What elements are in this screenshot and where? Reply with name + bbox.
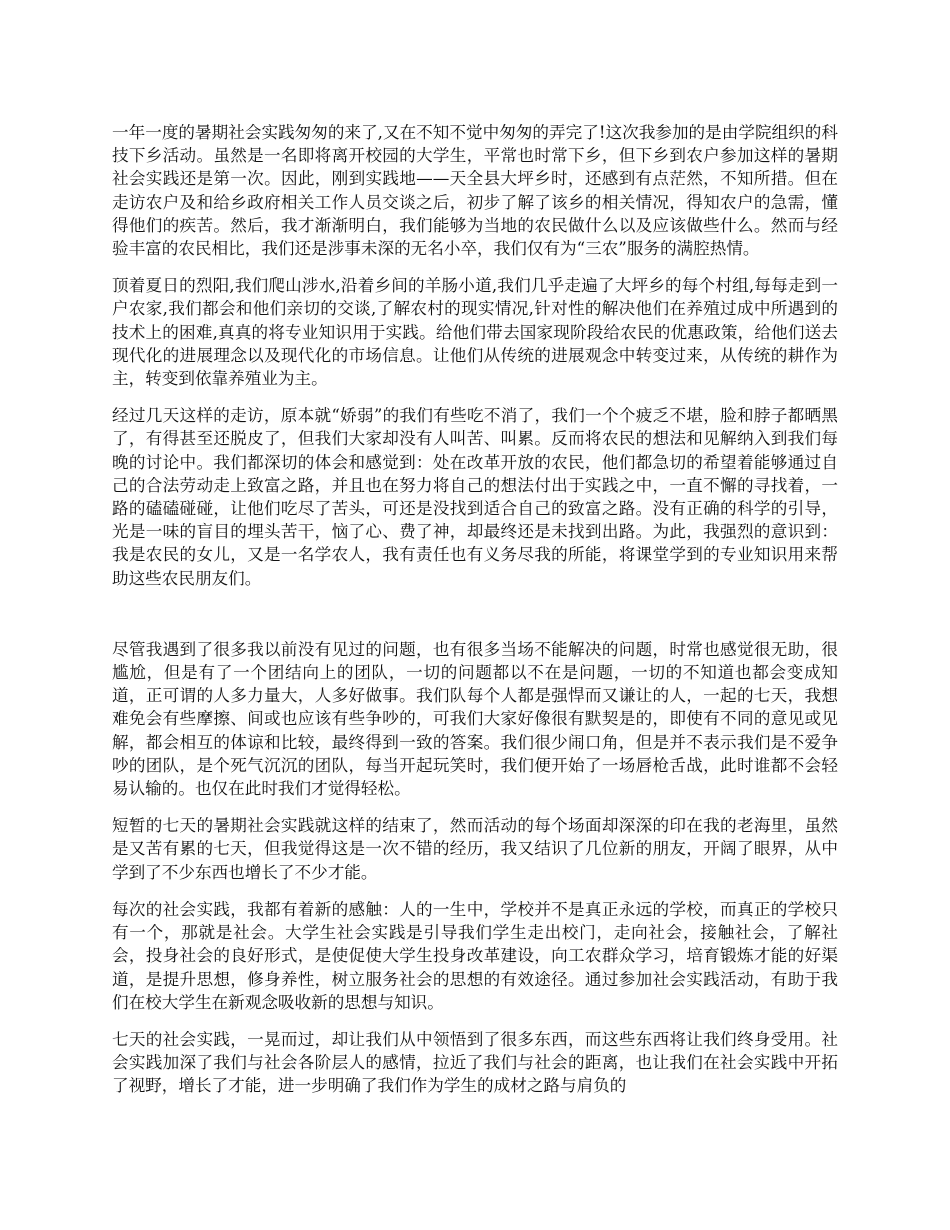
paragraph-6: 每次的社会实践，我都有着新的感触：人的一生中，学校并不是真正永远的学校，而真正的学校只有一个，那就是社会。大学生社会实践是引导我们学生走出校门，走向社会，接触社会，了解社会，投身社会的良好形式，是使促使大学生投身改革建设，向工农群众学习，培育锻炼才能的好渠道，是提升思想，修身养性，树立服务社会的思想的有效途径。通过参加社会实践活动，有助于我们在校大学生在新观念吸收新的思想与知识。 <box>112 899 838 1012</box>
paragraph-4: 尽管我遇到了很多我以前没有见过的问题，也有很多当场不能解决的问题，时常也感觉很无助，很尴尬，但是有了一个团结向上的团队，一切的问题都以不在是问题，一切的不知道也都会变成知道，正可谓的人多力量大，人多好做事。我们队每个人都是强悍而又谦让的人，一起的七天，我想难免会有些摩擦、间或也应该有些争吵的，可我们大家好像很有默契是的，即使有不同的意见或见解，都会相互的体谅和比较，最终得到一致的答案。我们很少闹口角，但是并不表示我们是不爱争吵的团队，是个死气沉沉的团队，每当开起玩笑时，我们便开始了一场唇枪舌战，此时谁都不会轻易认输的。也仅在此时我们才觉得轻松。 <box>112 639 838 799</box>
paragraph-3: 经过几天这样的走访，原本就“娇弱”的我们有些吃不消了，我们一个个疲乏不堪，脸和脖子都晒黑了，有得甚至还脱皮了，但我们大家却没有人叫苦、叫累。反而将农民的想法和见解纳入到我们每晚的讨论中。我们都深切的体会和感觉到：处在改革开放的农民，他们都急切的希望着能够通过自己的合法劳动走上致富之路，并且也在努力将自己的想法付出于实践之中，一直不懈的寻找着，一路的磕磕碰碰，让他们吃尽了苦头，可还是没找到适合自己的致富之路。没有正确的科学的引导，光是一味的盲目的埋头苦干，恼了心、费了神，却最终还是未找到出路。为此，我强烈的意识到：我是农民的女儿，又是一名学农人，我有责任也有义务尽我的所能，将课堂学到的专业知识用来帮助这些农民朋友们。 <box>112 406 838 588</box>
paragraph-5: 短暂的七天的暑期社会实践就这样的结束了，然而活动的每个场面却深深的印在我的老海里，虽然是又苦有累的七天，但我觉得这是一次不错的经历，我又结识了几位新的朋友，开阔了眼界，从中学到了不少东西也增长了不少才能。 <box>112 816 838 882</box>
paragraph-7: 七天的社会实践，一晃而过，却让我们从中领悟到了很多东西，而这些东西将让我们终身受用。社会实践加深了我们与社会各阶层人的感情，拉近了我们与社会的距离，也让我们在社会实践中开拓了视野，增长了才能，进一步明确了我们作为学生的成材之路与肩负的 <box>112 1029 838 1096</box>
paragraph-2: 顶着夏日的烈阳,我们爬山涉水,沿着乡间的羊肠小道,我们几乎走遍了大坪乡的每个村组,每每走到一户农家,我们都会和他们亲切的交谈,了解农村的现实情况,针对性的解决他们在养殖过成中所遇到的技术上的困难,真真的将专业知识用于实践。给他们带去国家现阶段给农民的优惠政策，给他们送去现代化的进展理念以及现代化的市场信息。让他们从传统的进展观念中转变过来，从传统的耕作为主，转变到依靠养殖业为主。 <box>112 276 838 389</box>
paragraph-1: 一年一度的暑期社会实践匆匆的来了,又在不知不觉中匆匆的弄完了!这次我参加的是由学院组织的科技下乡活动。虽然是一名即将离开校园的大学生，平常也时常下乡，但下乡到农户参加这样的暑期社会实践还是第一次。因此，刚到实践地——天全县大坪乡时，还感到有点茫然，不知所措。但在走访农户及和给乡政府相关工作人员交谈之后，初步了解了该乡的相关情况，得知农户的急需，懂得他们的疾苦。然后，我才渐渐明白，我们能够为当地的农民做什么以及应该做些什么。然而与经验丰富的农民相比，我们还是涉事未深的无名小卒，我们仅有为“三农”服务的满腔热情。 <box>112 123 838 259</box>
document-page <box>112 121 838 1112</box>
